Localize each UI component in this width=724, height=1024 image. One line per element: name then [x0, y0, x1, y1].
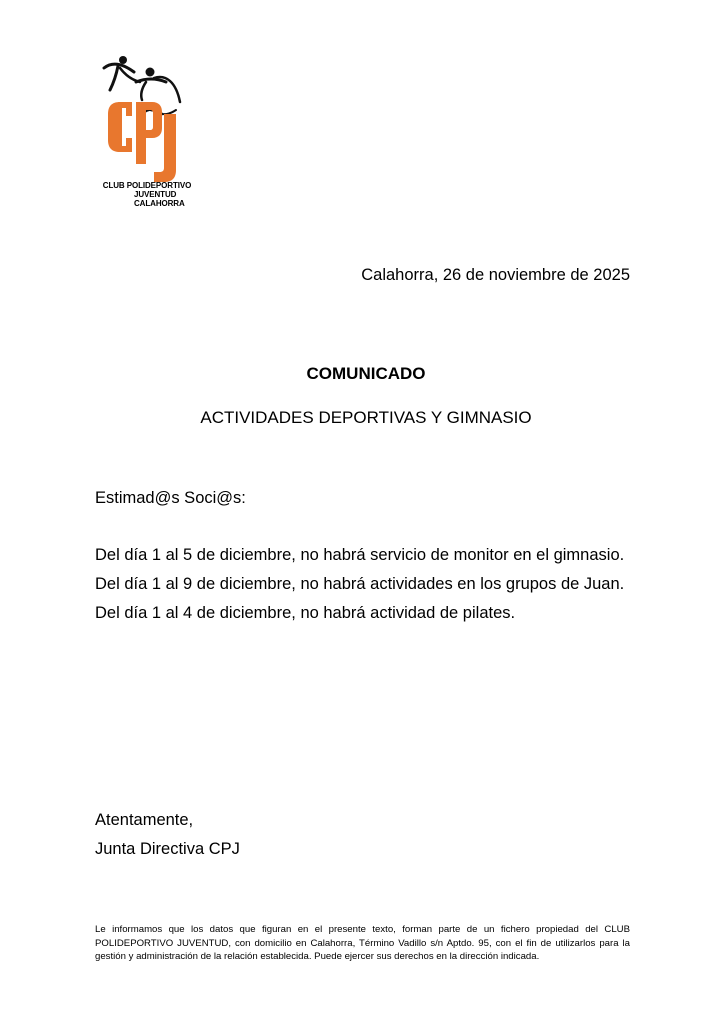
closing-salutation: Atentamente,	[95, 811, 194, 829]
club-name	[96, 181, 192, 208]
letter-greeting: Estimad@s Soci@s:	[95, 489, 246, 507]
body-paragraph: Del día 1 al 9 de diciembre, no habrá actividades en los grupos de Juan.	[95, 575, 625, 593]
letter-title: COMUNICADO	[306, 364, 426, 383]
letter-subtitle: ACTIVIDADES DEPORTIVAS Y GIMNASIO	[200, 408, 532, 427]
signature: Junta Directiva CPJ	[95, 840, 240, 858]
letter-body	[95, 541, 631, 628]
club-name-line-1: CLUB POLIDEPORTIVO	[102, 181, 192, 190]
body-paragraph: Del día 1 al 5 de diciembre, no habrá servicio de monitor en el gimnasio.	[95, 546, 625, 564]
club-name-line-2: JUVENTUD	[134, 190, 177, 199]
privacy-footer: Le informamos que los datos que figuran en el presente texto, forman parte de un fichero propiedad del CLUB POLIDEPORTIVO JUVENTUD, con domicilio en Calahorra, Término Vadillo s/n Aptdo. 95, con el fin de utilizarlos para la gestión y administración de la relación establecida. Puede ejercer sus derechos en la dirección indicada.	[95, 924, 630, 962]
letter-closing-block	[95, 806, 631, 864]
body-paragraph: Del día 1 al 4 de diciembre, no habrá actividad de pilates.	[95, 604, 516, 622]
letter-date: Calahorra, 26 de noviembre de 2025	[361, 266, 630, 284]
club-logo-graphic	[96, 52, 192, 187]
club-name-line-3: CALAHORRA	[134, 199, 185, 208]
